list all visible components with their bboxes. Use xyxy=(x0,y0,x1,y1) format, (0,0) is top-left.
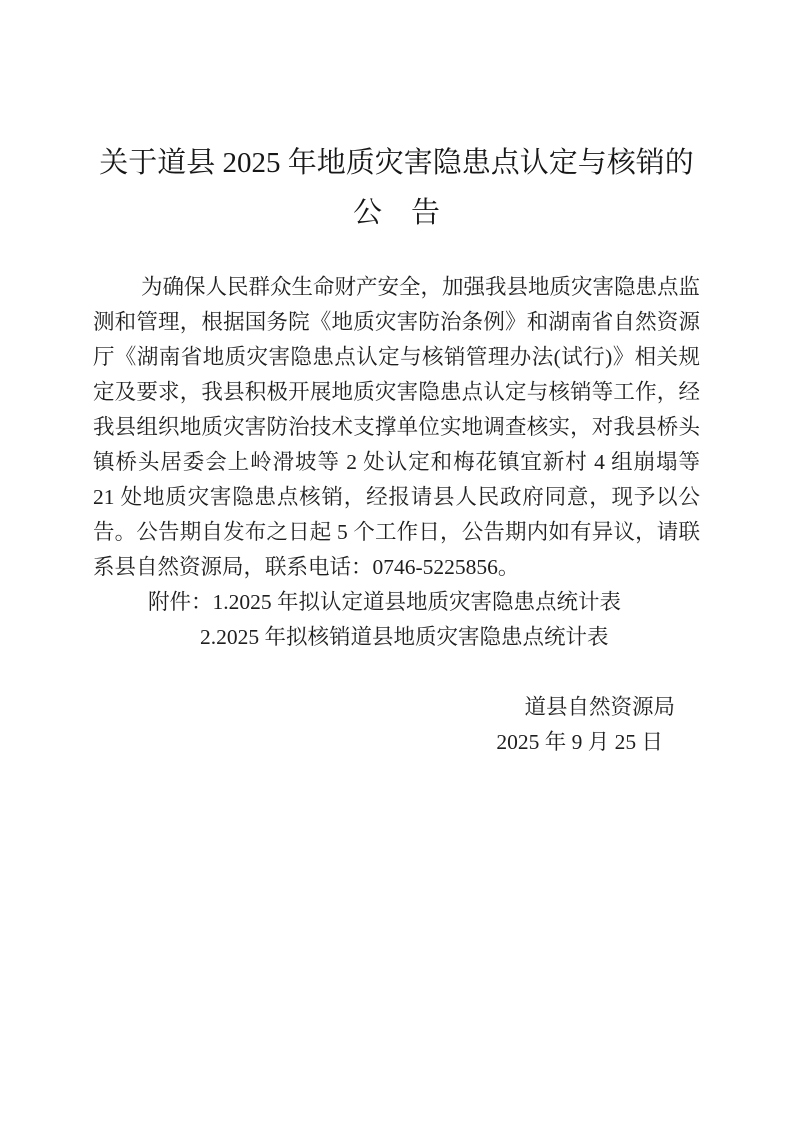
notice-body xyxy=(93,270,700,655)
notice-title-line-1: 关于道县 2025 年地质灾害隐患点认定与核销的 xyxy=(99,147,694,179)
signature-block xyxy=(93,690,700,760)
body-line: 测和管理，根据国务院《地质灾害防治条例》和湖南省自然资源 xyxy=(93,310,700,334)
notice-title xyxy=(93,138,700,238)
body-line: 镇桥头居委会上岭滑坡等 2 处认定和梅花镇宜新村 4 组崩塌等 xyxy=(93,450,700,474)
attachment-line: 附件：1.2025 年拟认定道县地质灾害隐患点统计表 xyxy=(148,590,622,614)
body-line: 为确保人民群众生命财产安全，加强我县地质灾害隐患点监 xyxy=(141,275,701,299)
body-line: 系县自然资源局，联系电话：0746-5225856。 xyxy=(93,555,520,579)
body-line: 告。公告期自发布之日起 5 个工作日，公告期内如有异议，请联 xyxy=(93,520,700,544)
body-line: 21 处地质灾害隐患点核销，经报请县人民政府同意，现予以公 xyxy=(93,485,700,509)
body-line: 厅《湖南省地质灾害隐患点认定与核销管理办法(试行)》相关规 xyxy=(93,345,700,369)
attachment-line: 2.2025 年拟核销道县地质灾害隐患点统计表 xyxy=(200,625,609,649)
signature-date: 2025 年 9 月 25 日 xyxy=(496,730,663,754)
body-line: 定及要求，我县积极开展地质灾害隐患点认定与核销等工作，经 xyxy=(93,380,700,404)
notice-title-line-2: 公 告 xyxy=(352,197,440,229)
signature-org: 道县自然资源局 xyxy=(524,695,675,719)
body-line: 我县组织地质灾害防治技术支撑单位实地调查核实，对我县桥头 xyxy=(93,415,700,439)
notice-text-area xyxy=(93,138,700,760)
